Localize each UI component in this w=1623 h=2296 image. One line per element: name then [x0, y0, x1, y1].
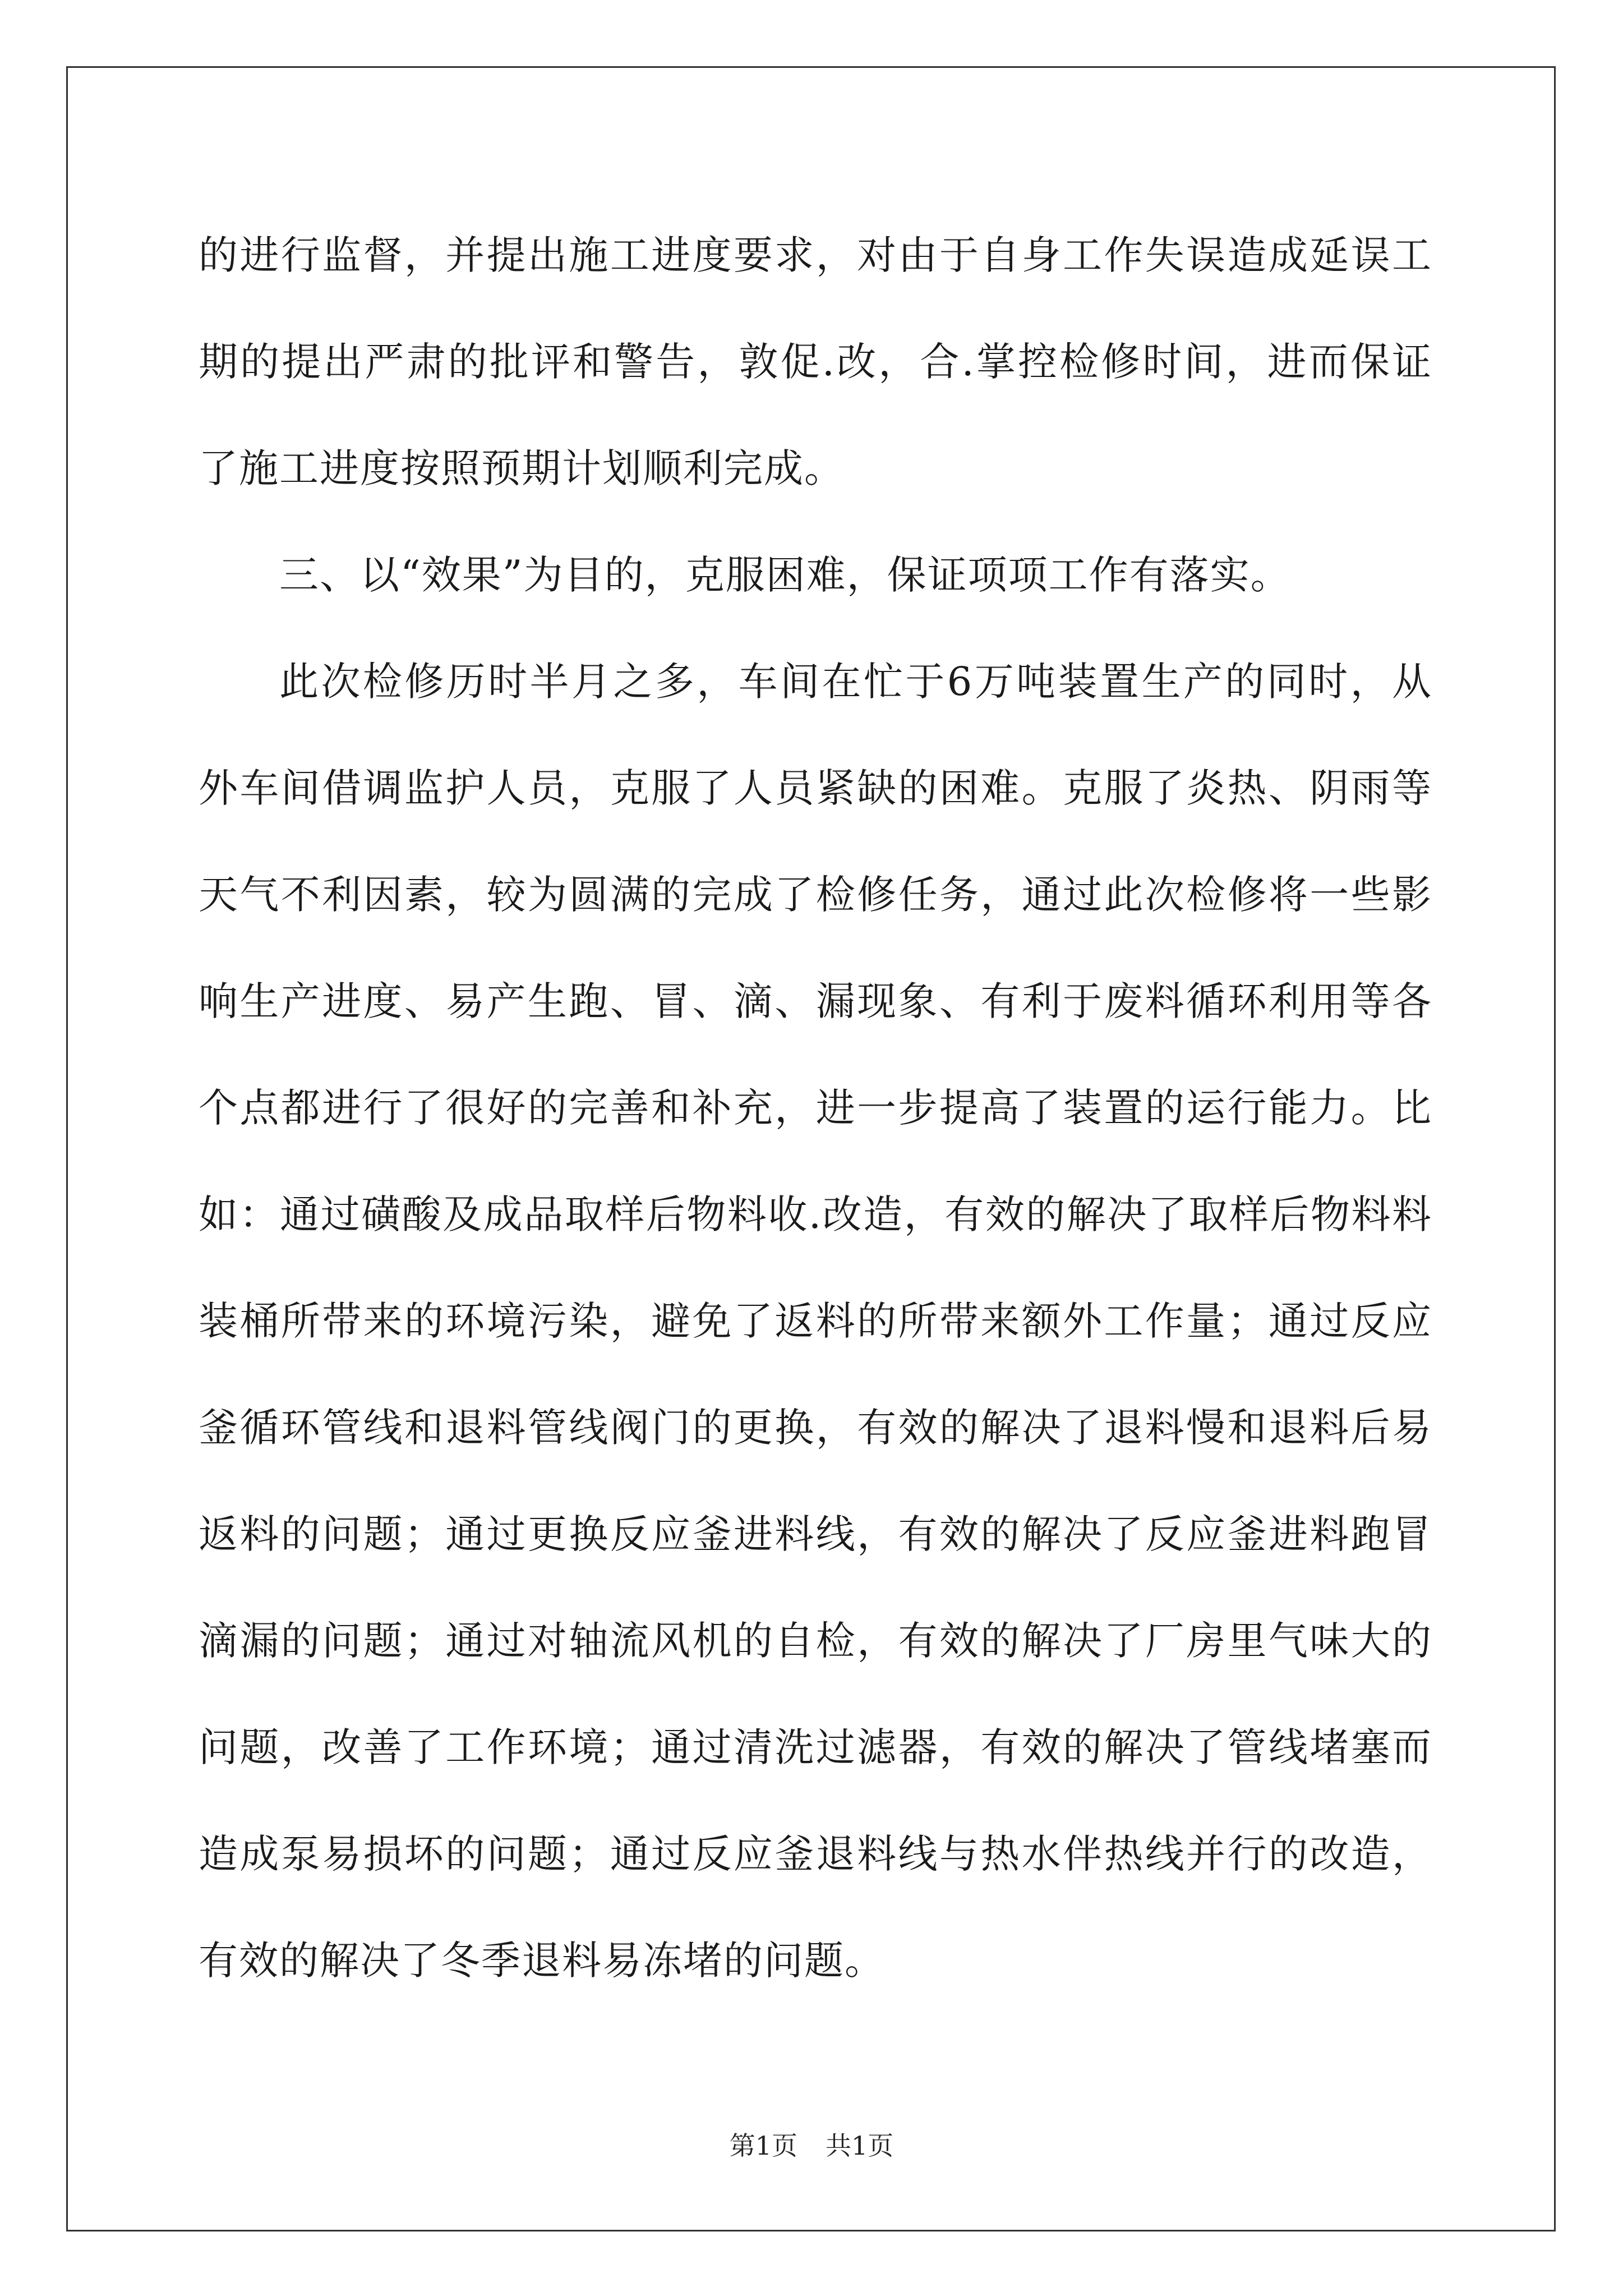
document-body: [199, 202, 1432, 2014]
section-heading: 三、以“效果”为目的，克服困难，保证项项工作有落实。: [279, 552, 1291, 598]
paragraph-body: 此次检修历时半月之多，车间在忙于6万吨装置生产的同时，从外车间借调监护人员，克服了人员紧缺的困难。克服了炎热、阴雨等天气不利因素，较为圆满的完成了检修任务，通过此次检修将一些影响生产进度、易产生跑、冒、滴、漏现象、有利于废料循环利用等各个点都进行了很好的完善和补充，进一步提高了装置的运行能力。比如：通过磺酸及成品取样后物料收.改造，有效的解决了取样后物料料装桶所带来的环境污染，避免了返料的所带来额外工作量；通过反应釜循环管线和退料管线阀门的更换，有效的解决了退料慢和退料后易返料的问题；通过更换反应釜进料线，有效的解决了反应釜进料跑冒滴漏的问题；通过对轴流风机的自检，有效的解决了厂房里气味大的问题，改善了工作环境；通过清洗过滤器，有效的解决了管线堵塞而造成泵易损坏的问题；通过反应釜退料线与热水伴热线并行的改造，有效的解决了冬季退料易冻堵的问题。: [199, 659, 1432, 1984]
page-number: 第1页: [729, 2131, 797, 2161]
page-total: 共1页: [826, 2131, 894, 2161]
page-footer: [0, 2129, 1623, 2162]
paragraph-continuation: 的进行监督，并提出施工进度要求，对由于自身工作失误造成延误工期的提出严肃的批评和警告，敦促.改，合.掌控检修时间，进而保证了施工进度按照预期计划顺利完成。: [199, 232, 1433, 491]
